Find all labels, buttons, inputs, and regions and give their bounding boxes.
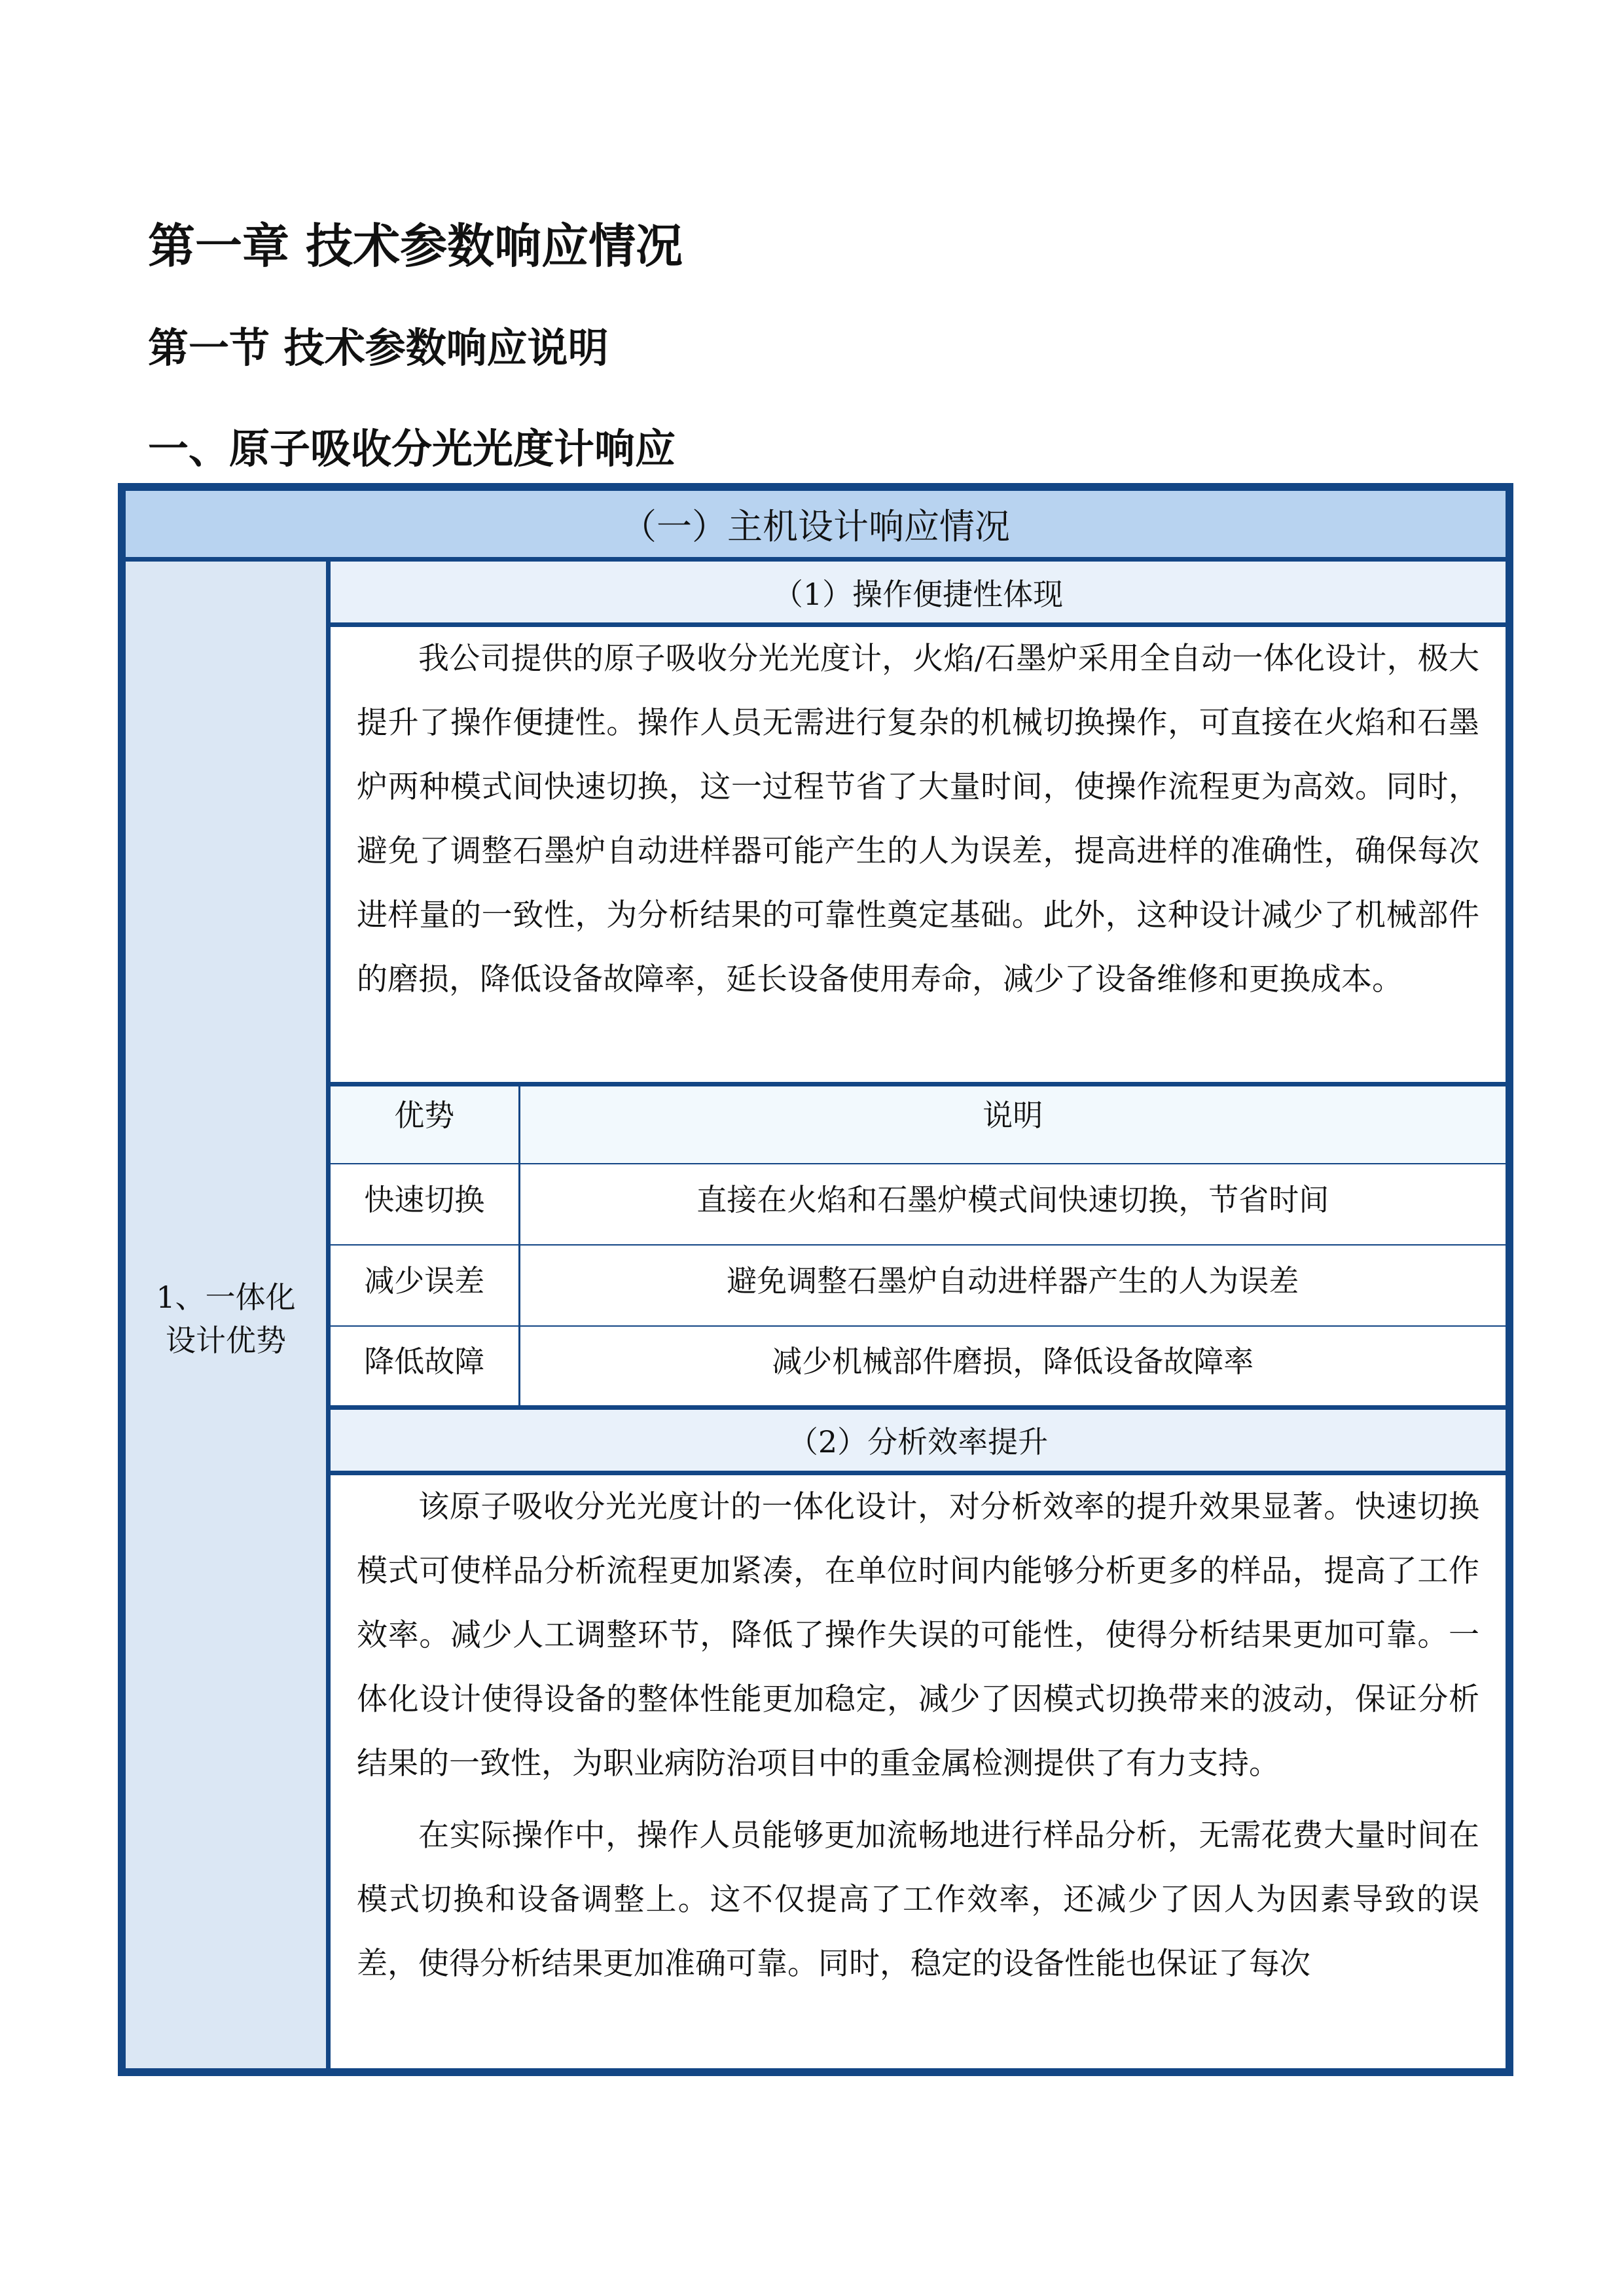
subheading-operation: （1）操作便捷性体现 [331,562,1506,627]
paragraph: 该原子吸收分光光度计的一体化设计，对分析效率的提升效果显著。快速切换模式可使样品分析流程更加紧凑，在单位时间内能够分析更多的样品，提高了工作效率。减少人工调整环节，降低了操作失误的可能性，使得分析结果更加可靠。一体化设计使得设备的整体性能更加稳定，减少了因模式切换带来的波动，保证分析结果的一致性，为职业病防治项目中的重金属检测提供了有力支持。 [357,1488,1479,1782]
row-label [126,562,331,2076]
table-row [331,1164,1506,1245]
response-table [118,483,1513,2076]
table-header-row [331,1086,1506,1164]
table-cell: 直接在火焰和石墨炉模式间快速切换，节省时间 [519,1164,1506,1245]
table-cell: 避免调整石墨炉自动进样器产生的人为误差 [519,1245,1506,1326]
column-header: 优势 [331,1086,519,1164]
table-cell: 降低故障 [331,1326,519,1407]
row-label-line: 1、一体化 [156,1280,296,1315]
column-header: 说明 [519,1086,1506,1164]
table-row [331,1245,1506,1326]
advantages-table [331,1086,1506,1410]
table-row [331,1326,1506,1407]
subsection-title: 一、原子吸收分光光度计响应 [148,425,676,473]
row-label-line: 设计优势 [166,1323,286,1358]
paragraph: 在实际操作中，操作人员能够更加流畅地进行样品分析，无需花费大量时间在模式切换和设备调整上。这不仅提高了工作效率，还减少了因人为因素导致的误差，使得分析结果更加准确可靠。同时，稳定的设备性能也保证了每次 [357,1817,1479,1982]
chapter-title: 第一章 技术参数响应情况 [148,218,683,274]
section-title: 第一节 技术参数响应说明 [148,324,609,372]
content-column [331,562,1506,2076]
subheading-efficiency: （2）分析效率提升 [331,1410,1506,1475]
table-cell: 减少机械部件磨损，降低设备故障率 [519,1326,1506,1407]
table-cell: 快速切换 [331,1164,519,1245]
paragraph: 我公司提供的原子吸收分光光度计，火焰/石墨炉采用全自动一体化设计，极大提升了操作便捷性。操作人员无需进行复杂的机械切换操作，可直接在火焰和石墨炉两种模式间快速切换，这一过程节省了大量时间，使操作流程更为高效。同时，避免了调整石墨炉自动进样器可能产生的人为误差，提高进样的准确性，确保每次进样量的一致性，为分析结果的可靠性奠定基础。此外，这种设计减少了机械部件的磨损，降低设备故障率，延长设备使用寿命，减少了设备维修和更换成本。 [331,627,1506,1086]
table-title: （一）主机设计响应情况 [126,491,1506,562]
table-cell: 减少误差 [331,1245,519,1326]
